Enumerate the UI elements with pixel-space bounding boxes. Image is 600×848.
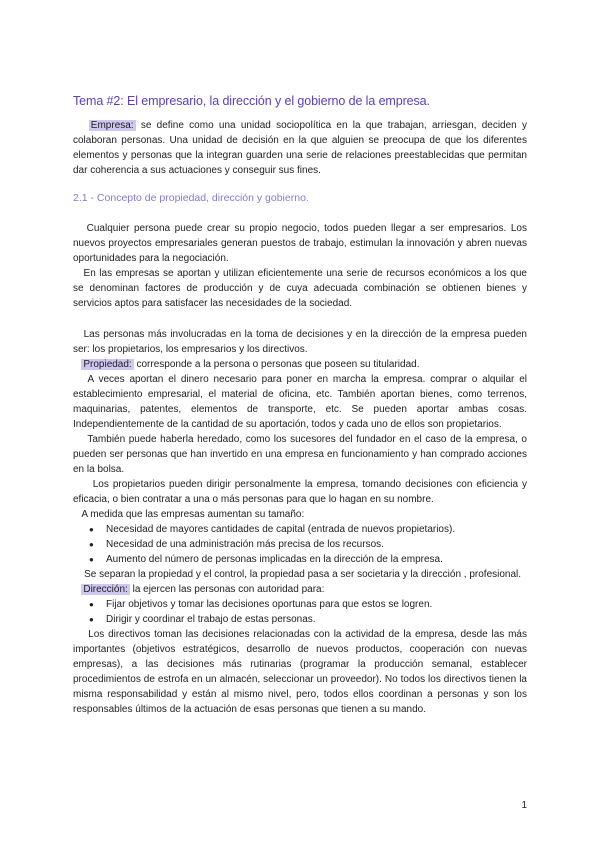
list-item: ● Dirigir y coordinar el trabajo de estas personas. — [106, 612, 527, 627]
paragraph-1: Cualquier persona puede crear su propio negocio, todos pueden llegar a ser empresarios. Los nuevos proyectos empresariales generan puestos de trabajo, estimulan la innovación y abren nuevas oportunidades para la negociación. — [73, 223, 527, 264]
paragraph-2: En las empresas se aportan y utilizan eficientemente una serie de recursos económicos a los que se denominan factores de producción y de cuya adecuada combinación se obtienen bienes y servicios aptos para satisfacer las necesidades de la sociedad. — [73, 268, 527, 309]
list-item: ● Fijar objetivos y tomar las decisiones oportunas para que estos se logren. — [106, 597, 527, 612]
paragraph-5: También puede haberla heredado, como los sucesores del fundador en el caso de la empresa, o pueden ser personas que han invertido en una empresa en funcionamiento y han comprado acciones en la bolsa. — [73, 434, 527, 475]
highlight-term-empresa: Empresa: — [90, 120, 134, 131]
direccion-paragraph: Dirección: la ejercen las personas con autoridad para: — [83, 584, 325, 595]
list-item: ● Necesidad de una administración más precisa de los recursos. — [106, 537, 527, 552]
page-number: 1 — [521, 800, 527, 811]
intro-text: se define como una unidad sociopolítica en la que trabajan, arriesgan, deciden y colaboran personas. Una unidad de decisión en la que alguien se preocupa de que los diferentes elementos y personas que la integran guarden una serie de relaciones preestablecidas que permitan dar coherencia a sus actuaciones y conseguir sus fines. — [73, 120, 527, 176]
paragraph-6: Los propietarios pueden dirigir personalmente la empresa, tomando decisiones con eficiencia y eficacia, o bien contratar a una o más personas para que lo hagan en su nombre. — [73, 479, 527, 505]
list-item: ● Aumento del número de personas implicadas en la dirección de la empresa. — [106, 552, 527, 567]
highlight-term-propiedad: Propiedad: — [83, 359, 132, 370]
section-heading: 2.1 - Concepto de propiedad, dirección y gobierno. — [73, 192, 309, 204]
page-title: Tema #2: El empresario, la dirección y el gobierno de la empresa. — [73, 94, 430, 108]
paragraph-8: Se separan la propiedad y el control, la propiedad pasa a ser societaria y la dirección , profesional. — [84, 569, 522, 580]
intro-paragraph — [73, 118, 527, 178]
highlight-term-direccion: Dirección: — [83, 584, 128, 595]
size-effects-list — [73, 522, 527, 567]
propiedad-paragraph: Propiedad: corresponde a la persona o personas que poseen su titularidad. — [83, 359, 420, 370]
paragraph-7: A medida que las empresas aumentan su tamaño: — [81, 509, 305, 520]
list-item: ● Necesidad de mayores cantidades de capital (entrada de nuevos propietarios). — [106, 522, 527, 537]
paragraph-9: Los directivos toman las decisiones relacionadas con la actividad de la empresa, desde las más importantes (objetivos estratégicos, desarrollo de nuevos productos, cooperación con nuevas empresas), a las decisiones más rutinarias (programar la producción semanal, establecer procedimientos de estrofa en un almacén, seleccionar un proveedor). No todos los directivos tienen la misma responsabilidad y están al mismo nivel, pero, todos ellos coordinan a personas y son los responsables últimos de la actuación de esas personas que tienen a su mando. — [73, 629, 527, 715]
paragraph-3: Las personas más involucradas en la toma de decisiones y en la dirección de la empresa pueden ser: los propietarios, los empresarios y los directivos. — [73, 329, 527, 355]
page-content — [73, 93, 527, 717]
direccion-list — [73, 597, 527, 627]
paragraph-4: A veces aportan el dinero necesario para poner en marcha la empresa. comprar o alquilar el establecimiento empresarial, el material de oficina, etc. También aportan bienes, como terrenos, maquinarias, patentes, elementos de transporte, etc. Se pueden aportar ambas cosas. Independientemente de la cantidad de su aportación, todos y cada uno de ellos son propietarios. — [73, 374, 528, 430]
